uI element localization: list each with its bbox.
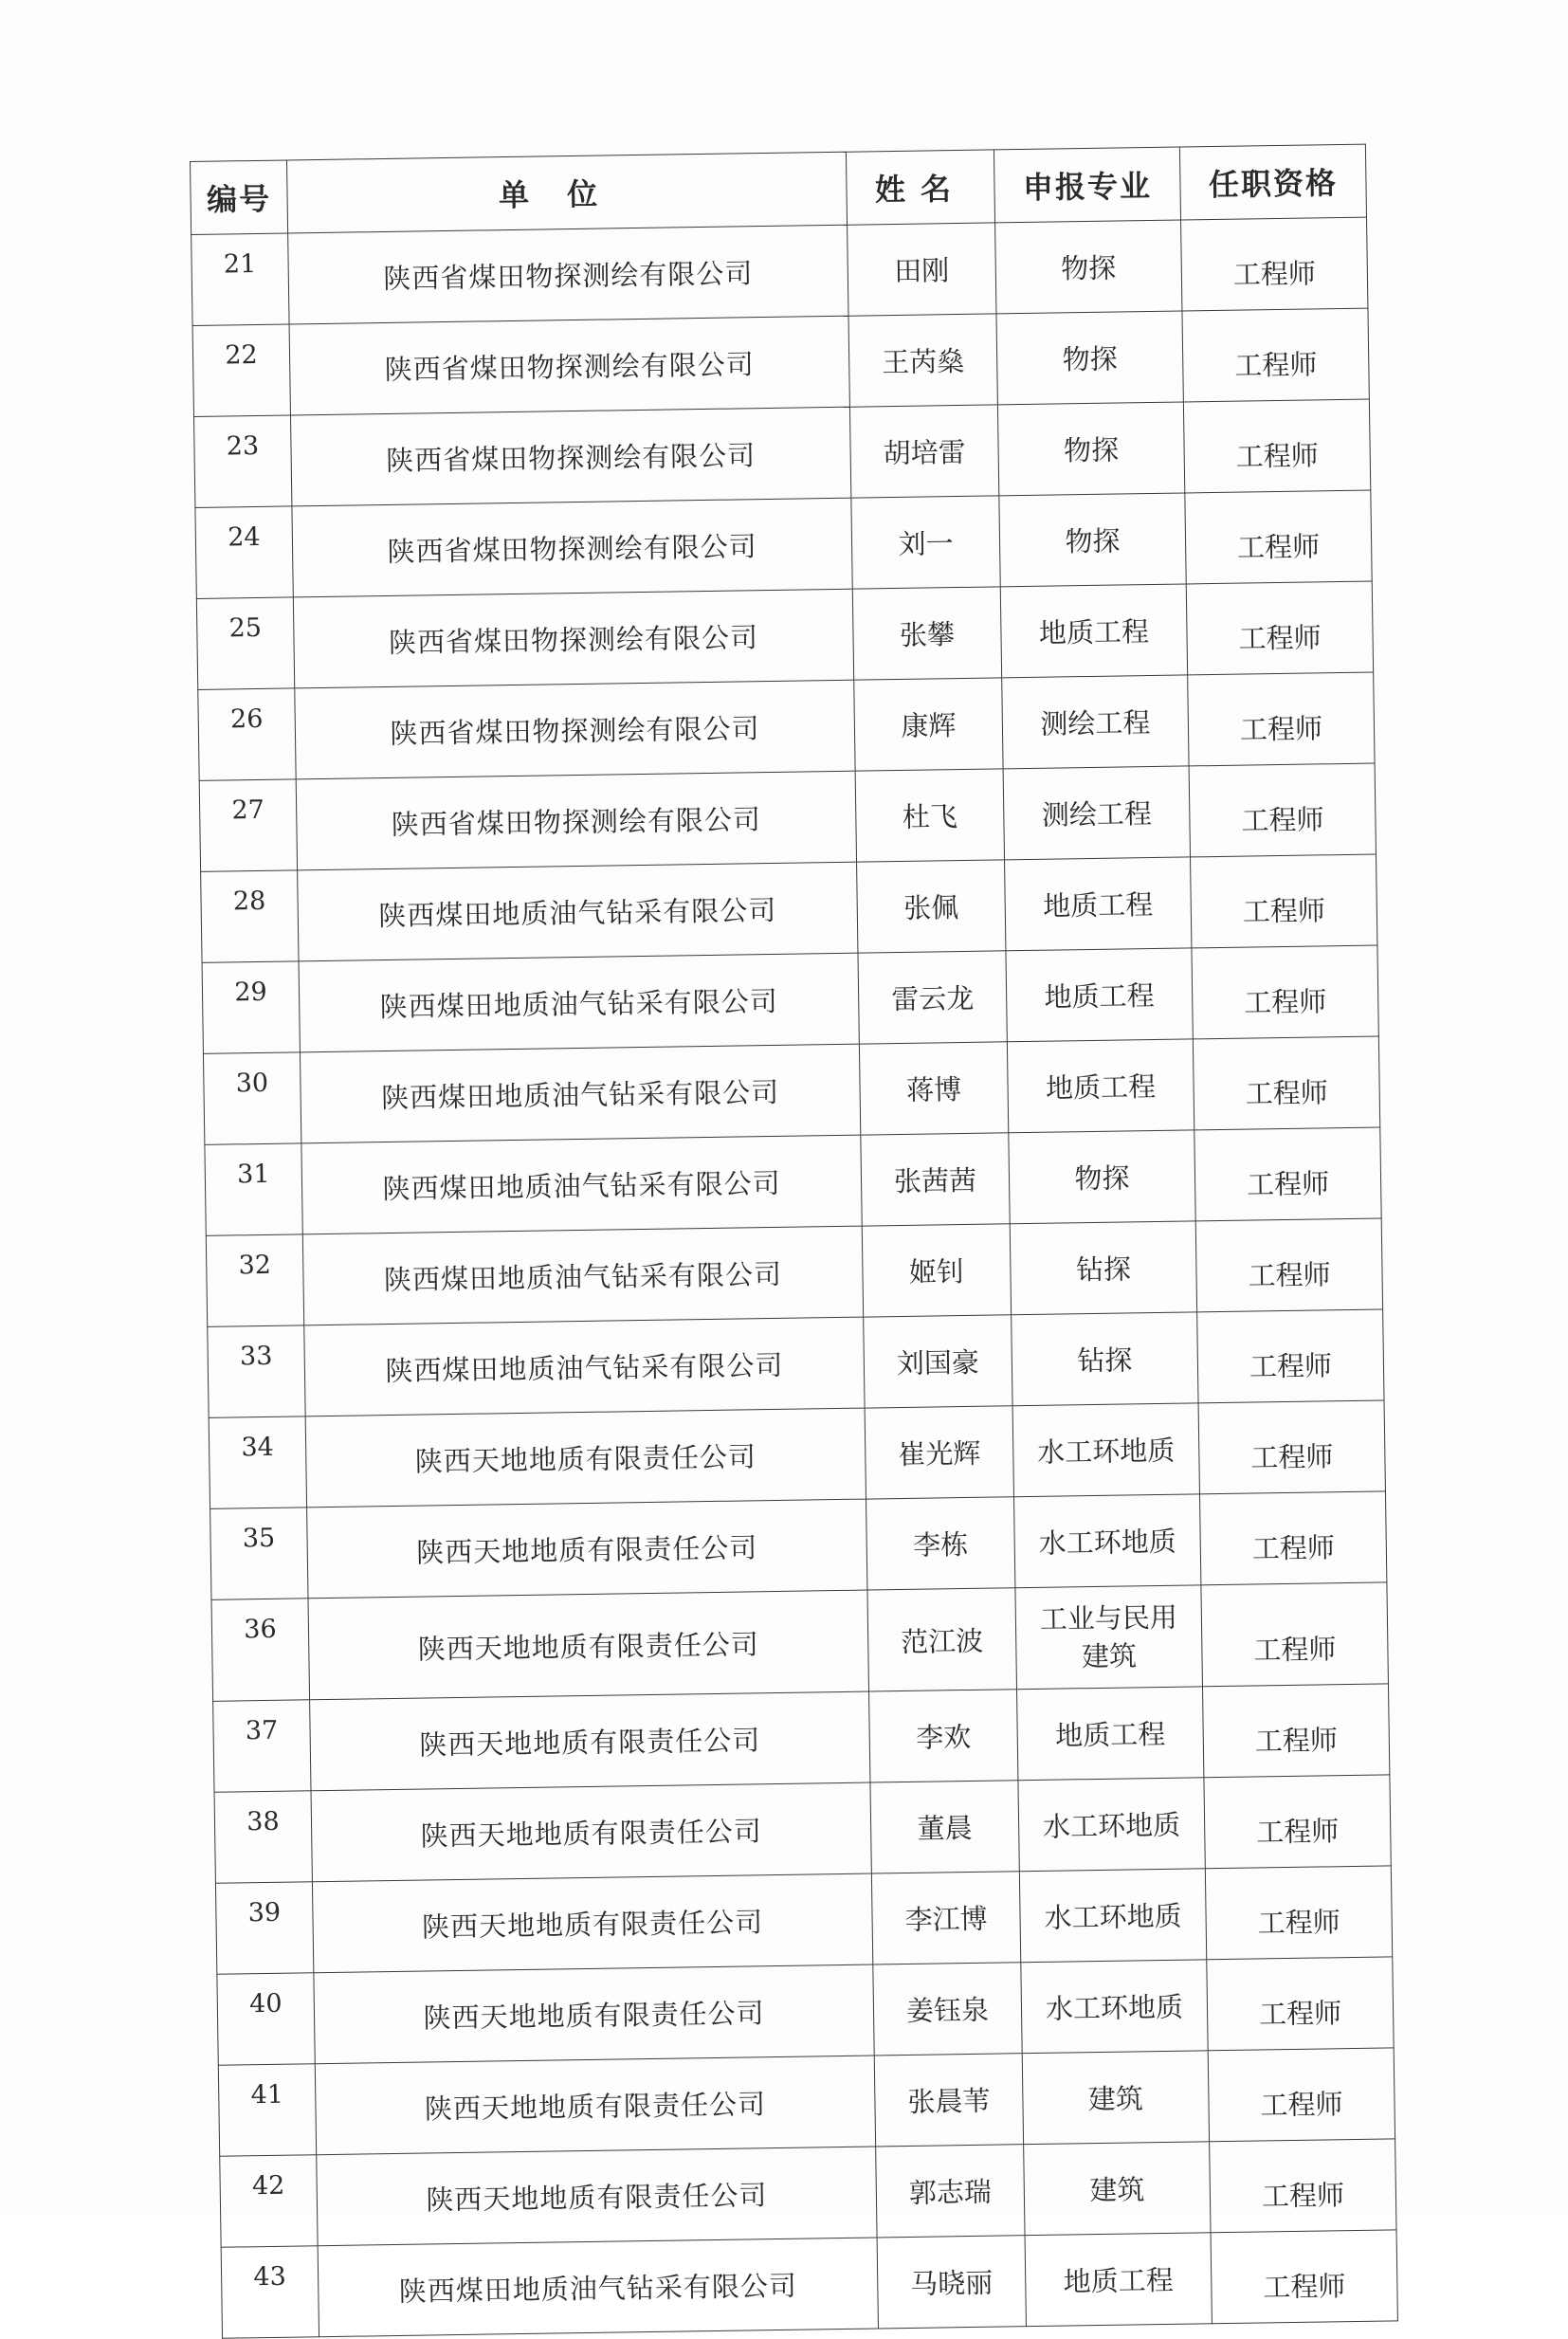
cell-no: 26 <box>198 688 296 781</box>
cell-no: 42 <box>220 2155 318 2248</box>
cell-qualification: 工程师 <box>1204 1775 1391 1869</box>
table-row <box>213 1684 1390 1792</box>
cell-no: 38 <box>214 1791 312 1884</box>
cell-unit: 陕西煤田地质油气钻采有限公司 <box>304 1317 865 1416</box>
cell-unit: 陕西省煤田物探测绘有限公司 <box>295 680 855 779</box>
cell-qualification: 工程师 <box>1205 1866 1392 1960</box>
table-row <box>211 1582 1388 1701</box>
cell-major: 测绘工程 <box>1002 675 1189 769</box>
cell-name: 姬钊 <box>862 1224 1011 1317</box>
cell-no: 40 <box>217 1973 315 2066</box>
header-major: 申报专业 <box>994 147 1180 223</box>
cell-major: 地质工程 <box>1005 857 1192 951</box>
cell-no: 21 <box>191 233 289 326</box>
cell-no: 43 <box>221 2246 319 2339</box>
cell-no: 34 <box>209 1416 306 1509</box>
cell-unit: 陕西煤田地质油气钻采有限公司 <box>299 953 859 1052</box>
cell-no: 29 <box>202 961 300 1054</box>
cell-name: 刘一 <box>851 496 1000 589</box>
cell-name: 张茜茜 <box>861 1133 1010 1226</box>
cell-major: 物探 <box>997 402 1184 496</box>
cell-unit: 陕西煤田地质油气钻采有限公司 <box>298 862 858 961</box>
cell-no: 32 <box>206 1234 303 1327</box>
table-row <box>193 399 1370 507</box>
cell-unit: 陕西省煤田物探测绘有限公司 <box>290 407 850 506</box>
cell-no: 25 <box>196 597 294 690</box>
cell-name: 张晨苇 <box>874 2054 1023 2147</box>
cell-qualification: 工程师 <box>1211 2230 1397 2324</box>
cell-qualification: 工程师 <box>1186 581 1373 675</box>
cell-major: 物探 <box>996 311 1183 405</box>
cell-name: 雷云龙 <box>858 951 1007 1044</box>
cell-qualification: 工程师 <box>1192 945 1378 1039</box>
cell-qualification: 工程师 <box>1189 763 1376 857</box>
cell-no: 39 <box>215 1882 313 1975</box>
table-row <box>208 1309 1384 1417</box>
table-row <box>196 581 1373 689</box>
cell-unit: 陕西省煤田物探测绘有限公司 <box>289 316 849 415</box>
cell-name: 康辉 <box>854 678 1003 771</box>
cell-unit: 陕西天地地质有限责任公司 <box>312 1873 872 1973</box>
table-container <box>190 144 1397 2339</box>
cell-name: 王芮燊 <box>848 314 997 407</box>
cell-unit: 陕西省煤田物探测绘有限公司 <box>292 498 852 597</box>
cell-name: 蒋博 <box>859 1042 1008 1135</box>
cell-name: 刘国豪 <box>864 1315 1012 1408</box>
cell-qualification: 工程师 <box>1207 1957 1394 2051</box>
table-row <box>220 2139 1396 2247</box>
cell-unit: 陕西煤田地质油气钻采有限公司 <box>318 2238 878 2337</box>
cell-unit: 陕西天地地质有限责任公司 <box>305 1408 866 1508</box>
cell-unit: 陕西煤田地质油气钻采有限公司 <box>302 1226 863 1325</box>
table-row <box>210 1491 1387 1599</box>
cell-major: 地质工程 <box>1007 1039 1194 1133</box>
cell-major: 物探 <box>1009 1130 1195 1224</box>
table-row <box>203 1036 1379 1144</box>
cell-no: 30 <box>203 1052 301 1145</box>
table-row <box>215 1866 1392 1974</box>
cell-name: 崔光辉 <box>865 1406 1013 1499</box>
cell-no: 33 <box>208 1325 305 1418</box>
cell-major: 钻探 <box>1010 1221 1196 1315</box>
cell-qualification: 工程师 <box>1182 308 1369 402</box>
cell-name: 杜飞 <box>855 769 1004 862</box>
table-row <box>191 217 1368 325</box>
table-row <box>221 2230 1397 2338</box>
table-row <box>205 1127 1381 1235</box>
cell-major: 水工环地质 <box>1013 1494 1200 1588</box>
table-row <box>198 672 1375 780</box>
cell-major: 地质工程 <box>1000 584 1187 678</box>
cell-qualification: 工程师 <box>1188 672 1375 766</box>
cell-major: 测绘工程 <box>1003 766 1190 860</box>
cell-qualification: 工程师 <box>1210 2139 1396 2233</box>
cell-name: 郭志瑞 <box>876 2145 1025 2238</box>
cell-unit: 陕西天地地质有限责任公司 <box>315 2056 875 2155</box>
cell-name: 张攀 <box>852 587 1001 680</box>
cell-qualification: 工程师 <box>1185 490 1372 584</box>
cell-unit: 陕西省煤田物探测绘有限公司 <box>296 771 856 870</box>
table-row <box>214 1775 1391 1883</box>
cell-major: 地质工程 <box>1006 948 1193 1042</box>
cell-no: 31 <box>205 1143 302 1236</box>
cell-major: 地质工程 <box>1017 1687 1204 1781</box>
cell-name: 范江波 <box>867 1588 1017 1691</box>
header-unit: 单位 <box>286 152 847 233</box>
table-row <box>206 1218 1382 1326</box>
cell-major: 物探 <box>995 220 1182 314</box>
cell-name: 田刚 <box>848 223 996 316</box>
cell-no: 27 <box>199 779 297 872</box>
cell-major: 水工环地质 <box>1018 1778 1205 1872</box>
cell-no: 37 <box>213 1700 311 1793</box>
cell-major: 工业与民用建筑 <box>1015 1585 1203 1690</box>
cell-qualification: 工程师 <box>1201 1582 1389 1687</box>
table-row <box>218 2048 1395 2156</box>
cell-no: 35 <box>210 1508 308 1600</box>
cell-qualification: 工程师 <box>1202 1684 1389 1778</box>
cell-qualification: 工程师 <box>1183 399 1370 493</box>
cell-name: 胡培雷 <box>849 405 998 498</box>
cell-no: 22 <box>192 324 290 417</box>
cell-unit: 陕西天地地质有限责任公司 <box>308 1590 869 1700</box>
cell-no: 41 <box>218 2064 316 2157</box>
cell-unit: 陕西省煤田物探测绘有限公司 <box>288 225 848 324</box>
cell-no: 23 <box>193 415 291 508</box>
cell-major: 水工环地质 <box>1012 1403 1199 1497</box>
table-row <box>195 490 1372 598</box>
cell-unit: 陕西天地地质有限责任公司 <box>310 1691 870 1791</box>
cell-major: 水工环地质 <box>1019 1869 1206 1963</box>
cell-qualification: 工程师 <box>1194 1127 1381 1221</box>
cell-unit: 陕西省煤田物探测绘有限公司 <box>293 589 853 688</box>
table-row <box>202 945 1378 1053</box>
cell-major: 钻探 <box>1012 1312 1198 1406</box>
cell-qualification: 工程师 <box>1195 1218 1382 1312</box>
cell-name: 李江博 <box>871 1872 1020 1964</box>
cell-major: 地质工程 <box>1025 2233 1212 2327</box>
cell-qualification: 工程师 <box>1191 854 1377 948</box>
cell-qualification: 工程师 <box>1197 1309 1384 1403</box>
table-row <box>192 308 1369 416</box>
cell-unit: 陕西天地地质有限责任公司 <box>314 1964 874 2064</box>
cell-qualification: 工程师 <box>1198 1400 1385 1494</box>
table-body <box>191 217 1398 2338</box>
cell-no: 28 <box>201 870 299 963</box>
cell-name: 姜钰泉 <box>873 1963 1022 2056</box>
table-row <box>199 763 1376 871</box>
cell-unit: 陕西煤田地质油气钻采有限公司 <box>300 1044 860 1143</box>
header-name: 姓名 <box>846 150 994 225</box>
cell-name: 李栋 <box>866 1497 1015 1590</box>
qualification-table <box>190 144 1398 2339</box>
table-row <box>217 1957 1394 2065</box>
cell-unit: 陕西天地地质有限责任公司 <box>307 1499 867 1599</box>
cell-major: 物探 <box>999 493 1186 587</box>
cell-no: 36 <box>211 1599 310 1702</box>
cell-major: 建筑 <box>1022 2051 1209 2145</box>
cell-qualification: 工程师 <box>1193 1036 1379 1130</box>
cell-major: 建筑 <box>1024 2142 1211 2236</box>
cell-unit: 陕西天地地质有限责任公司 <box>311 1782 871 1882</box>
cell-no: 24 <box>195 506 293 599</box>
cell-qualification: 工程师 <box>1181 217 1368 311</box>
cell-unit: 陕西煤田地质油气钻采有限公司 <box>301 1135 862 1234</box>
cell-qualification: 工程师 <box>1208 2048 1395 2142</box>
cell-qualification: 工程师 <box>1199 1491 1386 1585</box>
cell-name: 董晨 <box>870 1781 1019 1873</box>
cell-unit: 陕西天地地质有限责任公司 <box>317 2147 877 2246</box>
table-row <box>209 1400 1385 1508</box>
table-row <box>201 854 1377 962</box>
cell-name: 马晓丽 <box>877 2236 1026 2329</box>
header-no: 编号 <box>191 160 288 235</box>
header-qualification: 任职资格 <box>1179 144 1366 220</box>
cell-name: 李欢 <box>869 1690 1018 1782</box>
cell-major: 水工环地质 <box>1021 1960 1208 2054</box>
cell-name: 张佩 <box>857 860 1006 953</box>
